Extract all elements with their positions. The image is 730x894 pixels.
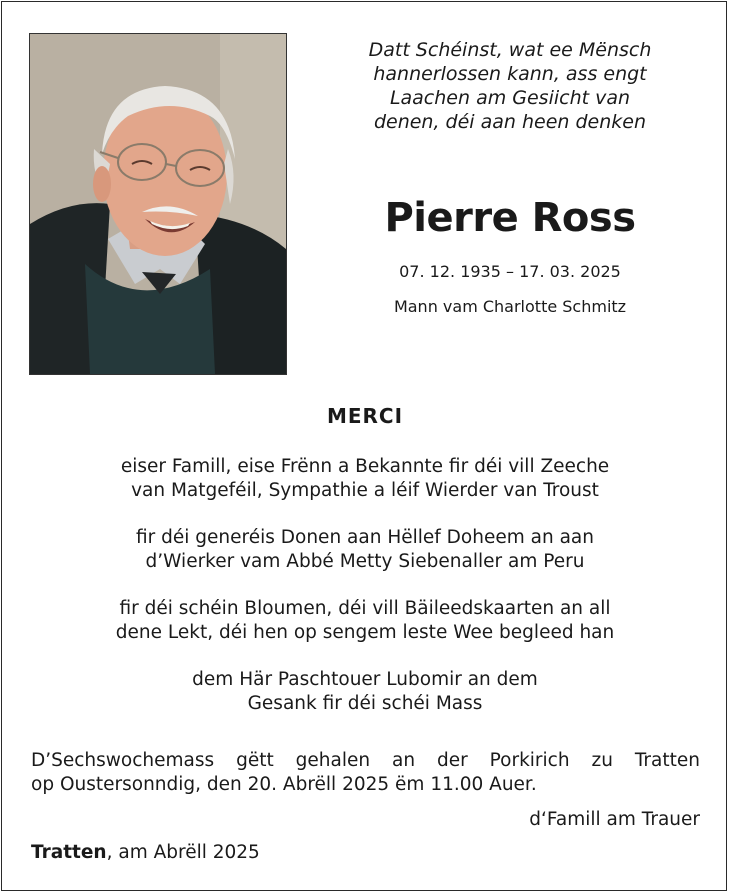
thanks-line: van Matgeféil, Sympathie a léif Wierder van Troust bbox=[131, 480, 599, 501]
merci-heading: MERCI bbox=[326, 404, 404, 428]
mass-line: D’Sechswochemass gëtt gehalen an der Porkirich zu Tratten bbox=[31, 750, 700, 771]
portrait-image bbox=[30, 34, 286, 374]
mass-announcement bbox=[31, 749, 700, 797]
quote-line: hannerlossen kann, ass engt bbox=[373, 63, 647, 85]
thanks-line: dem Här Paschtouer Lubomir an dem bbox=[192, 669, 538, 690]
thanks-paragraph bbox=[40, 668, 690, 716]
thanks-line: dene Lekt, déi hen op sengem leste Wee begleed han bbox=[115, 622, 615, 643]
thanks-line: eiser Famill, eise Frënn a Bekannte fir déi vill Zeeche bbox=[120, 456, 610, 477]
thanks-line: fir déi generéis Donen aan Hëllef Doheem an aan bbox=[136, 527, 594, 548]
deceased-name: Pierre Ross bbox=[384, 195, 636, 241]
notice-date: , am Abrëll 2025 bbox=[106, 842, 260, 863]
place-name: Tratten bbox=[31, 842, 107, 863]
thanks-paragraph bbox=[40, 597, 690, 645]
thanks-paragraph bbox=[40, 526, 690, 574]
memorial-quote bbox=[330, 38, 690, 134]
family-signature: d‘Famill am Trauer bbox=[529, 809, 700, 830]
thanks-line: Gesank fir déi schéi Mass bbox=[247, 693, 483, 714]
portrait-photo bbox=[29, 33, 287, 375]
mass-line: op Oustersonndig, den 20. Abrëll 2025 ëm 11.00 Auer. bbox=[31, 774, 537, 795]
place-date bbox=[31, 842, 260, 863]
thanks-paragraph bbox=[40, 455, 690, 503]
spouse-line: Mann vam Charlotte Schmitz bbox=[393, 297, 627, 316]
thanks-line: d’Wierker vam Abbé Metty Siebenaller am Peru bbox=[145, 551, 585, 572]
quote-line: denen, déi aan heen denken bbox=[373, 111, 647, 133]
thanks-line: fir déi schéin Bloumen, déi vill Bäileedskaarten an all bbox=[119, 598, 611, 619]
life-dates: 07. 12. 1935 – 17. 03. 2025 bbox=[399, 262, 621, 281]
quote-line: Datt Schéinst, wat ee Mënsch bbox=[368, 39, 652, 61]
quote-line: Laachen am Gesiicht van bbox=[389, 87, 631, 109]
